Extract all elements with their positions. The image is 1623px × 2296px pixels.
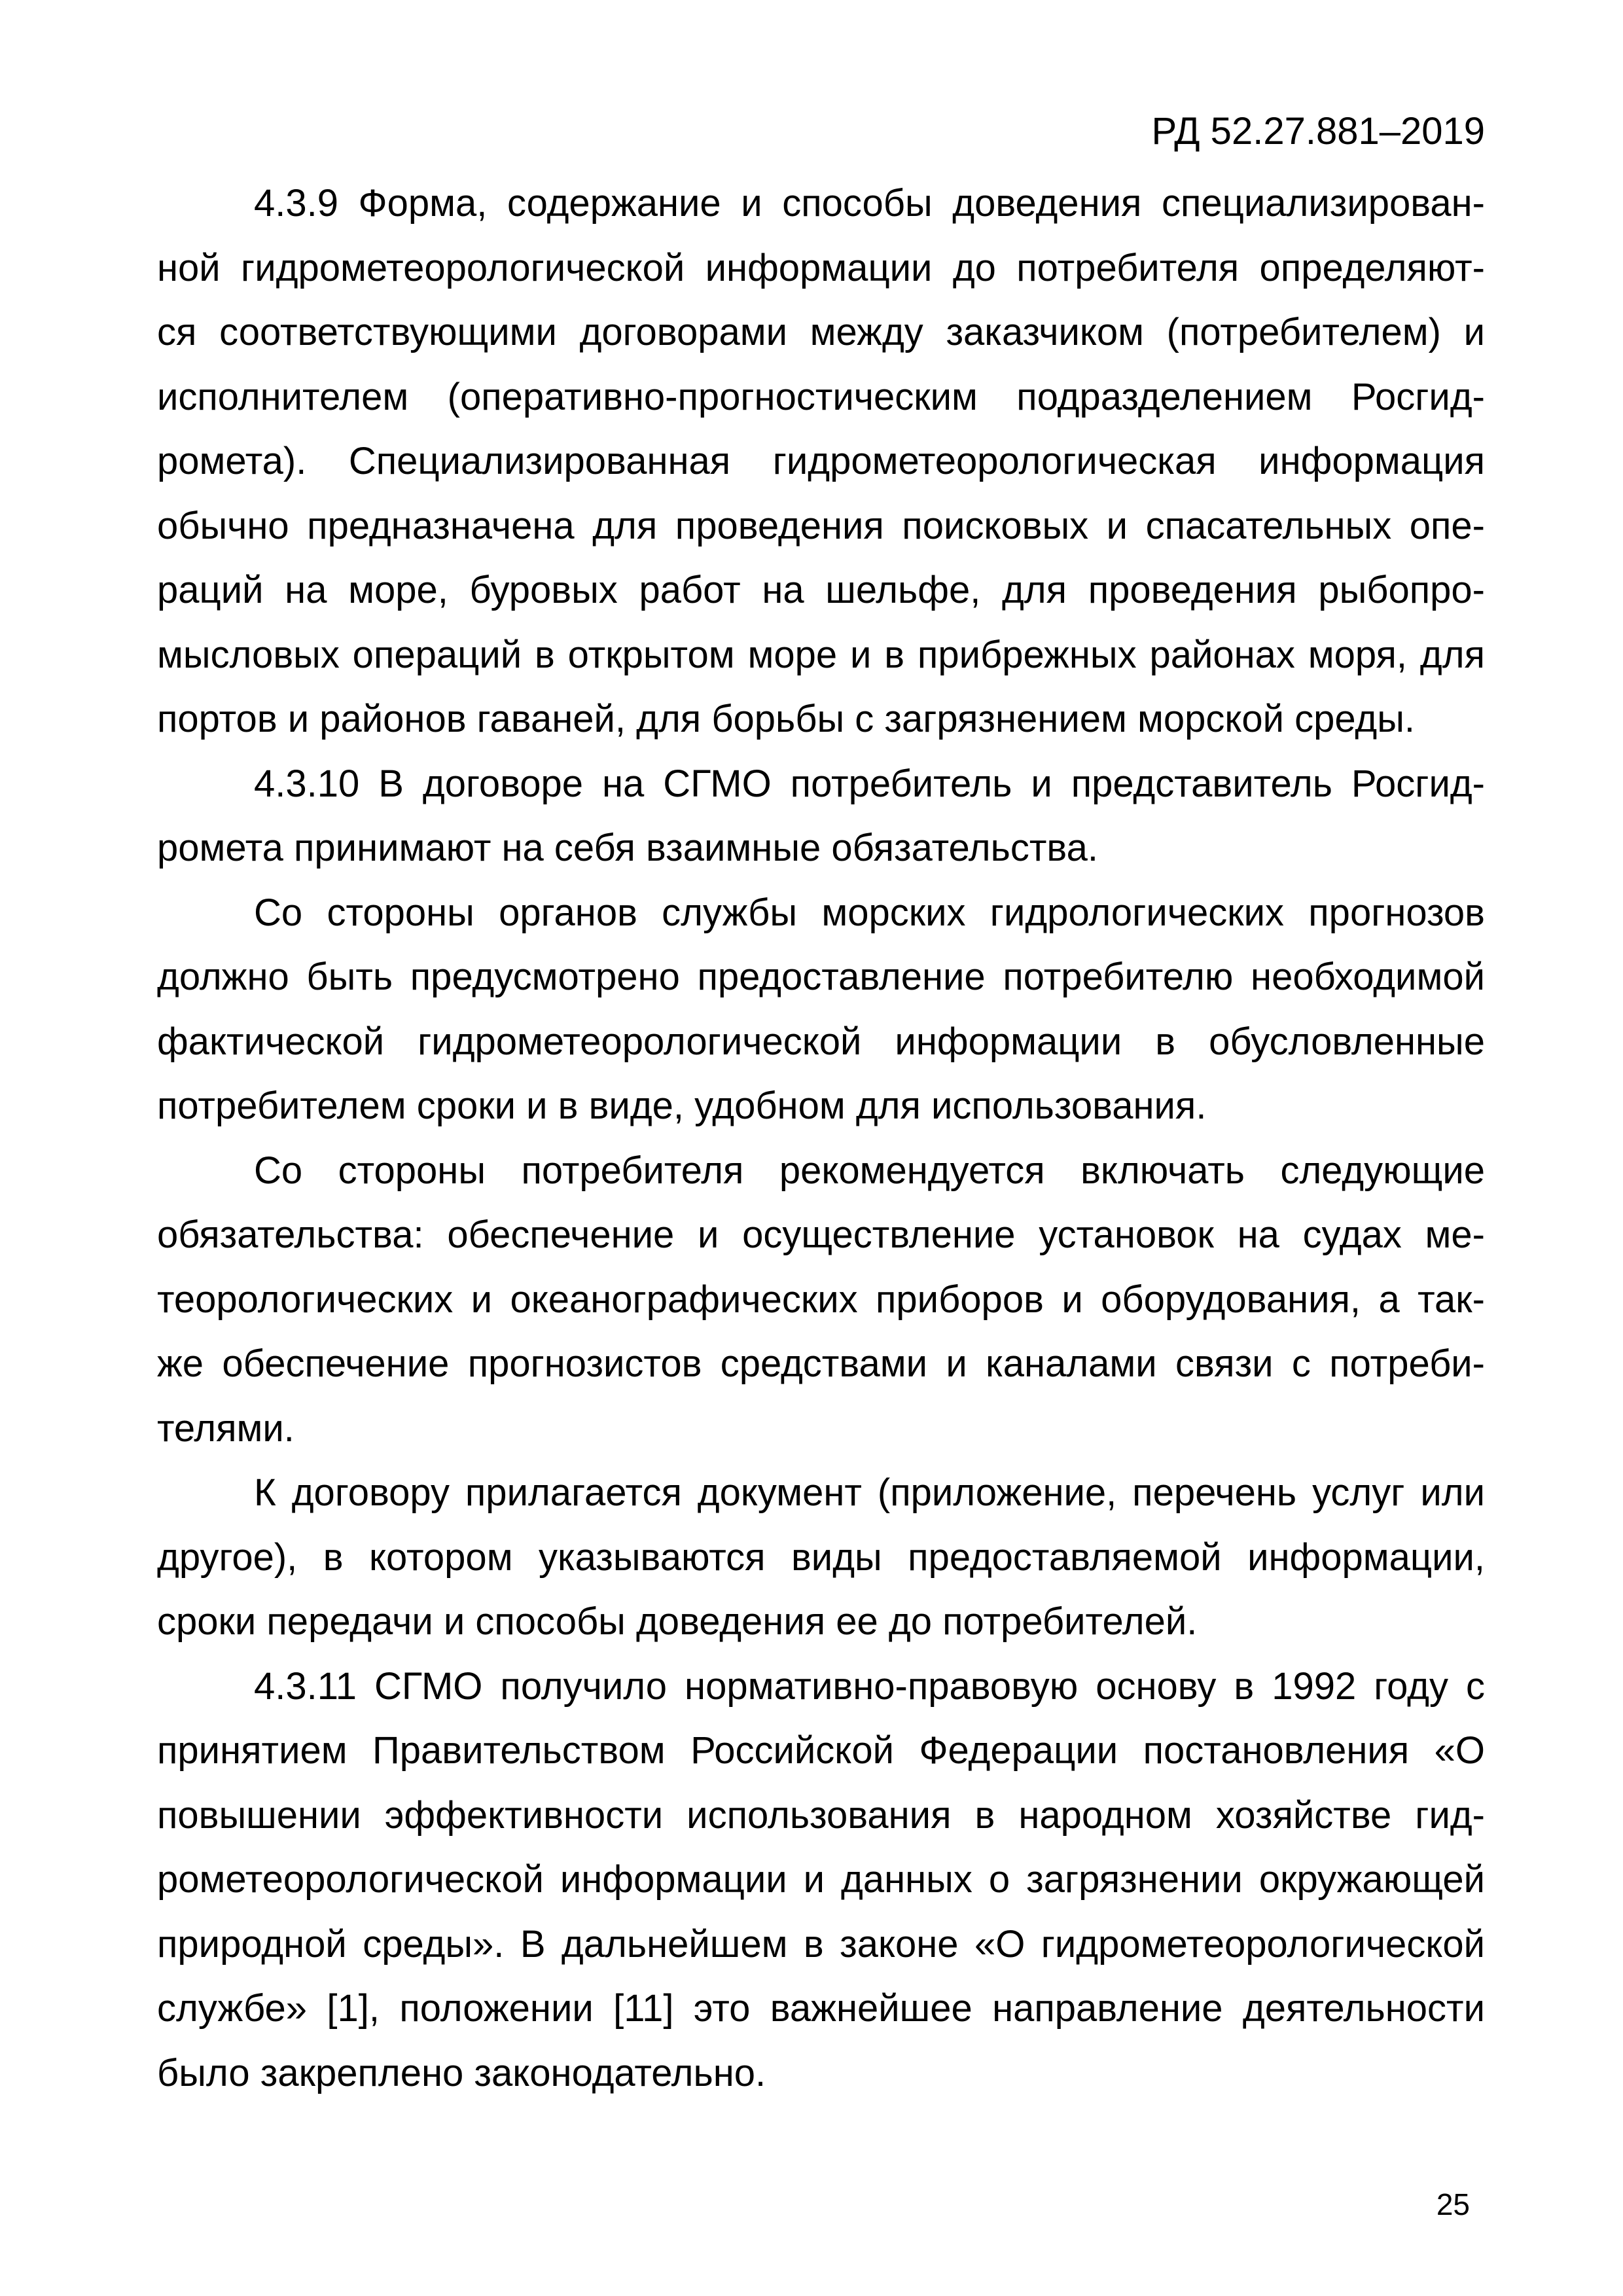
paragraph — [157, 1139, 1485, 1462]
text-line: телями. — [157, 1407, 294, 1450]
text-line: Со стороны потребителя рекомендуется включать следующие — [254, 1149, 1485, 1192]
text-line: было закреплено законодательно. — [157, 2051, 766, 2094]
text-line: повышении эффективности использования в народном хозяйстве гид- — [157, 1793, 1485, 1837]
paragraph — [157, 1461, 1485, 1655]
paragraph — [157, 1655, 1485, 2106]
text-line: службе» [1], положении [11] это важнейшее направление деятельности — [157, 1987, 1485, 2030]
text-line: фактической гидрометеорологической информации в обусловленные — [157, 1020, 1485, 1063]
text-line: ной гидрометеорологической информации до потребителя определяют- — [157, 246, 1485, 289]
text-line: раций на море, буровых работ на шельфе, для проведения рыбопро- — [157, 569, 1485, 611]
text-line: потребителем сроки и в виде, удобном для использования. — [157, 1085, 1207, 1127]
text-line: 4.3.10 В договоре на СГМО потребитель и представитель Росгид- — [254, 762, 1485, 805]
text-line: ся соответствующими договорами между заказчиком (потребителем) и — [157, 311, 1485, 353]
text-line: мысловых операций в открытом море и в прибрежных районах моря, для — [157, 633, 1485, 676]
text-line: портов и районов гаваней, для борьбы с загрязнением морской среды. — [157, 698, 1416, 740]
text-line: исполнителем (оперативно-прогностическим подразделением Росгид- — [157, 375, 1485, 418]
text-line: сроки передачи и способы доведения ее до потребителей. — [157, 1600, 1198, 1643]
text-line: 4.3.11 СГМО получило нормативно-правовую основу в 1992 году с — [254, 1664, 1485, 1708]
document-body — [157, 171, 1485, 2106]
paragraph — [157, 752, 1485, 881]
text-line: ромета принимают на себя взаимные обязательства. — [157, 827, 1098, 869]
text-line: обязательства: обеспечение и осуществление установок на судах ме- — [157, 1213, 1485, 1256]
text-line: принятием Правительством Российской Федерации постановления «О — [157, 1729, 1485, 1772]
text-line: ромета). Специализированная гидрометеорологическая информация — [157, 440, 1485, 482]
text-line: 4.3.9 Форма, содержание и способы доведения специализирован- — [254, 182, 1485, 224]
paragraph — [157, 881, 1485, 1139]
text-line: Со стороны органов службы морских гидрологических прогнозов — [254, 891, 1485, 934]
text-line: природной среды». В дальнейшем в законе «О гидрометеорологической — [157, 1922, 1485, 1965]
text-line: другое), в котором указываются виды предоставляемой информации, — [157, 1535, 1485, 1579]
document-code-header: РД 52.27.881–2019 — [1151, 110, 1485, 152]
text-line: К договору прилагается документ (приложение, перечень услуг или — [254, 1471, 1485, 1514]
text-line: должно быть предусмотрено предоставление потребителю необходимой — [157, 956, 1485, 998]
text-line: рометеорологической информации и данных о загрязнении окружающей — [157, 1858, 1485, 1901]
text-line: же обеспечение прогнозистов средствами и каналами связи с потреби- — [157, 1342, 1485, 1385]
paragraph — [157, 171, 1485, 752]
page-number: 25 — [1436, 2187, 1470, 2221]
text-line: обычно предназначена для проведения поисковых и спасательных опе- — [157, 504, 1485, 547]
text-line: теорологических и океанографических приборов и оборудования, а так- — [157, 1278, 1485, 1321]
